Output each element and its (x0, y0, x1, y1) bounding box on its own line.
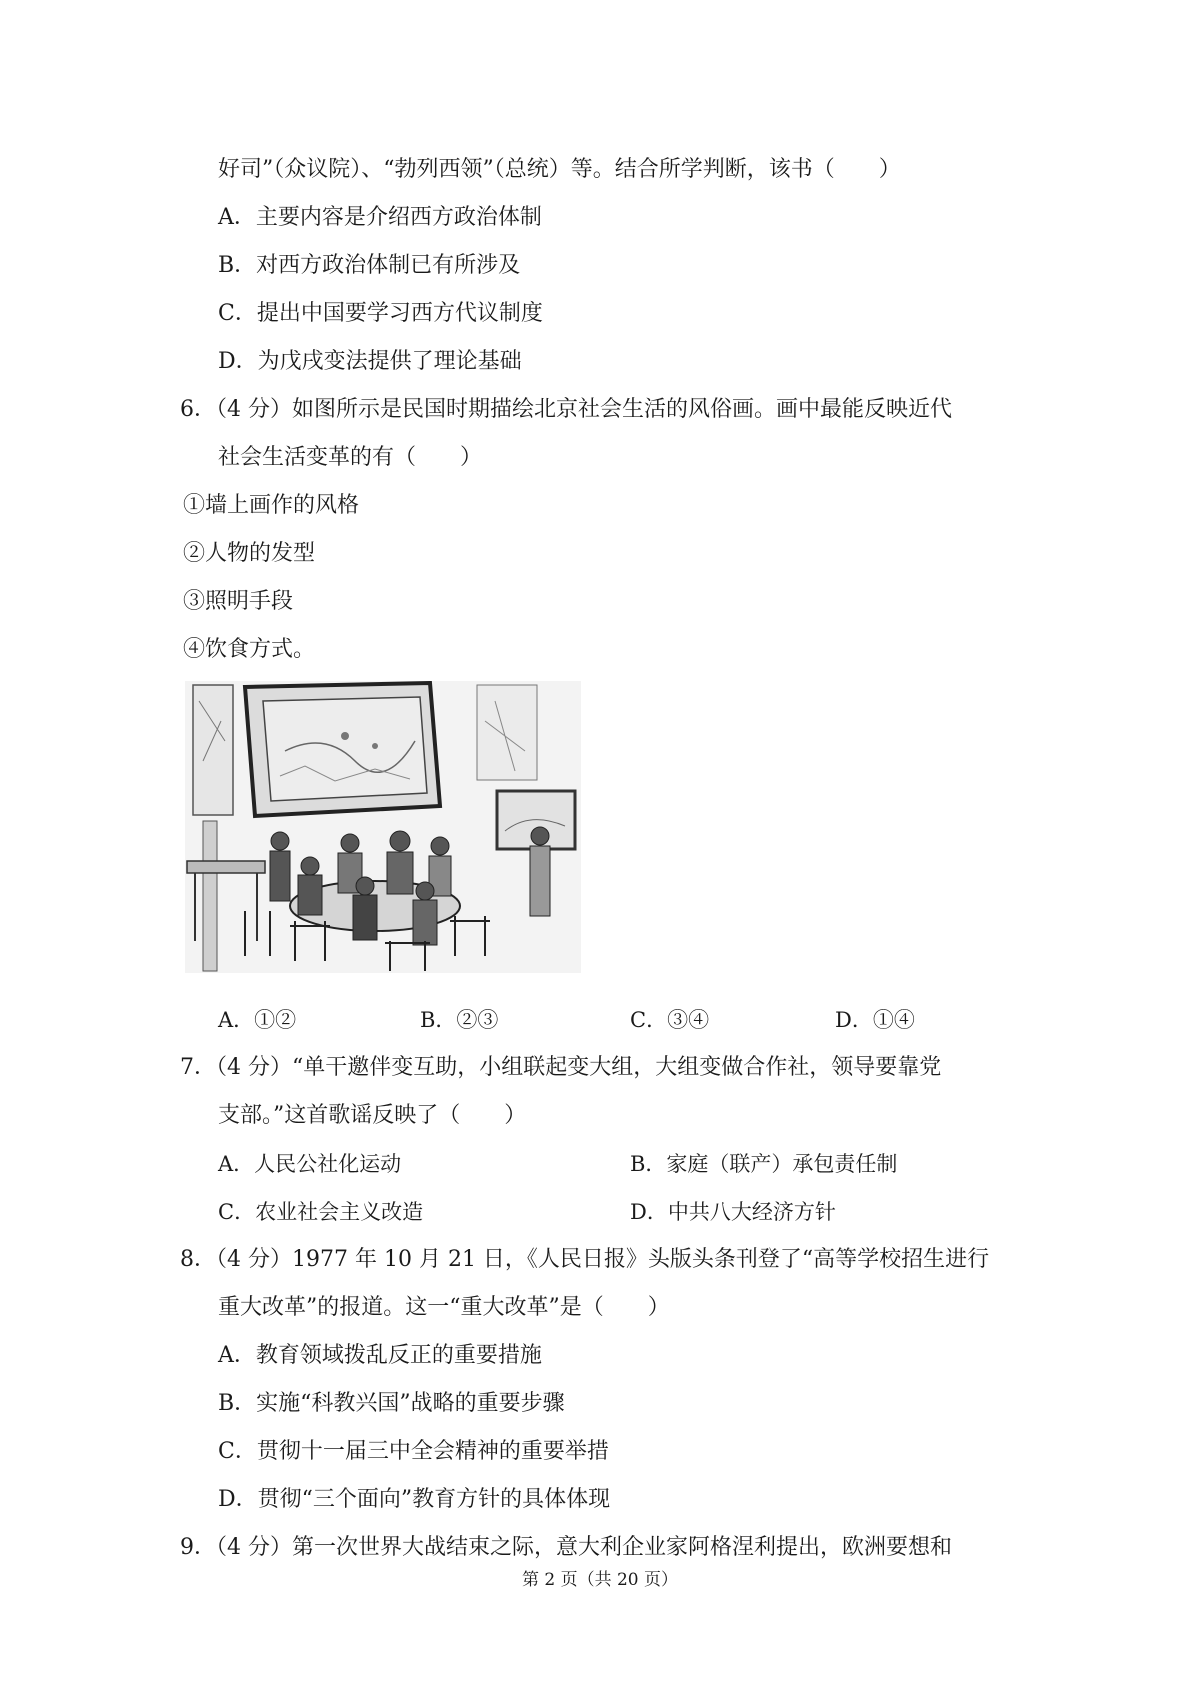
q6-stem-line1: 6．（4 分）如图所示是民国时期描绘北京社会生活的风俗画。画中最能反映近代 (180, 397, 952, 422)
q6-item-1: ①墙上画作的风格 (183, 493, 360, 518)
q8-stem-line1: 8．（4 分）1977 年 10 月 21 日，《人民日报》头版头条刊登了“高等学校招生进行 (180, 1247, 990, 1272)
q6-item-2: ②人物的发型 (183, 541, 316, 566)
q5-option-b: B．对西方政治体制已有所涉及 (218, 253, 521, 278)
q8-option-c: C．贯彻十一届三中全会精神的重要举措 (218, 1439, 609, 1464)
q5-option-a: A．主要内容是介绍西方政治体制 (218, 205, 542, 230)
q7-option-a: A．人民公社化运动 (218, 1152, 402, 1176)
q5-option-d: D．为戊戌变法提供了理论基础 (218, 349, 522, 374)
q9-stem-line1: 9．（4 分）第一次世界大战结束之际，意大利企业家阿格涅利提出，欧洲要想和 (180, 1535, 952, 1560)
page-footer: 第 2 页（共 20 页） (521, 1570, 679, 1590)
q7-option-b: B．家庭（联产）承包责任制 (630, 1152, 898, 1176)
q6-stem-line2: 社会生活变革的有（ ） (218, 445, 483, 470)
q6-option-b: B．②③ (420, 1008, 499, 1032)
q5-stem-continuation: 好司”（众议院）、“勃列西领”（总统）等。结合所学判断，该书（ ） (218, 157, 901, 182)
q6-option-a: A．①② (218, 1008, 297, 1032)
q6-option-c: C．③④ (630, 1008, 710, 1032)
q7-option-d: D．中共八大经济方针 (630, 1200, 836, 1224)
q8-option-b: B．实施“科教兴国”战略的重要步骤 (218, 1391, 565, 1416)
folk-painting-image (185, 681, 581, 973)
q5-option-c: C．提出中国要学习西方代议制度 (218, 301, 543, 326)
q7-option-c: C．农业社会主义改造 (218, 1200, 424, 1224)
q6-item-3: ③照明手段 (183, 589, 294, 614)
q6-option-d: D．①④ (835, 1008, 915, 1032)
q8-option-d: D．贯彻“三个面向”教育方针的具体体现 (218, 1487, 611, 1512)
q6-item-4: ④饮食方式。 (183, 637, 316, 662)
q7-stem-line2: 支部。”这首歌谣反映了（ ） (218, 1103, 527, 1128)
q8-option-a: A．教育领域拨乱反正的重要措施 (218, 1343, 542, 1368)
q7-stem-line1: 7．（4 分）“单干邀伴变互助，小组联起变大组，大组变做合作社，领导要靠党 (180, 1055, 942, 1080)
q8-stem-line2: 重大改革”的报道。这一“重大改革”是（ ） (218, 1295, 670, 1320)
